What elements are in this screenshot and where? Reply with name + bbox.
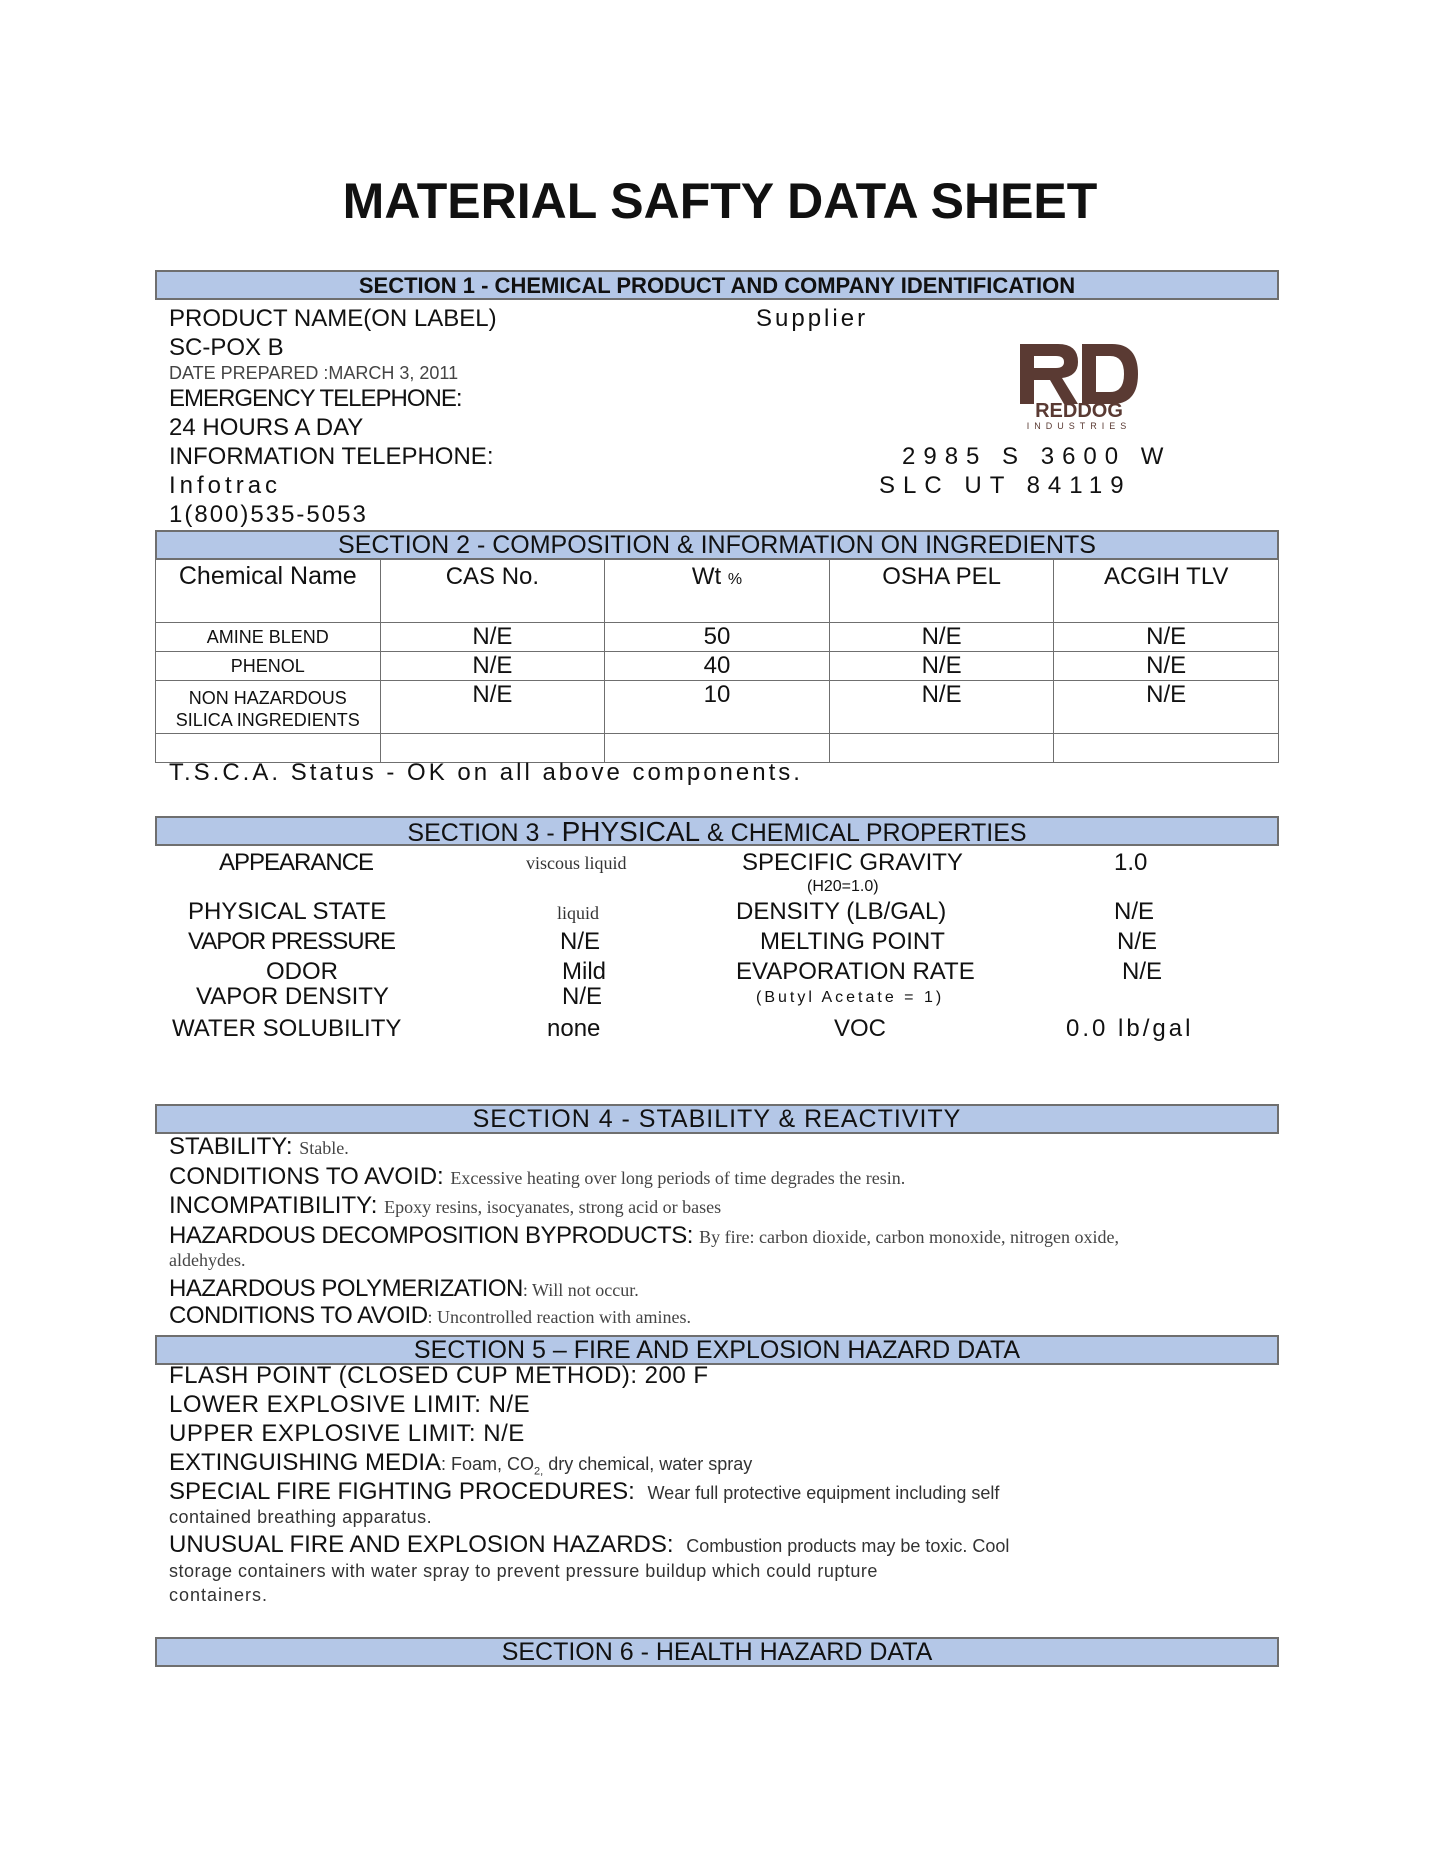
specific-gravity-note: (H20=1.0) (807, 878, 879, 895)
cas-cell: N/E (380, 652, 605, 681)
supplier-label: Supplier (756, 305, 869, 332)
table-row (156, 681, 1279, 734)
osha-cell: N/E (829, 623, 1054, 652)
flash-point: FLASH POINT (CLOSED CUP METHOD): 200 F (169, 1362, 709, 1389)
date-prepared: DATE PREPARED :MARCH 3, 2011 (169, 363, 459, 383)
address-line-1: 2985 S 3600 W (902, 443, 1172, 470)
physical-state-value: liquid (557, 903, 600, 923)
unusual-hazards-continued: storage containers with water spray to prevent pressure buildup which could rupture (169, 1561, 878, 1581)
evaporation-rate-note: (Butyl Acetate = 1) (756, 989, 945, 1006)
column-header: Wt % (605, 560, 830, 623)
info-company: Infotrac (169, 472, 282, 499)
acgih-cell: N/E (1054, 623, 1279, 652)
emergency-hours: 24 HOURS A DAY (169, 414, 364, 441)
appearance-value: viscous liquid (526, 853, 627, 873)
specific-gravity-value: 1.0 (1114, 849, 1148, 876)
address-line-2: SLC UT 84119 (879, 472, 1132, 499)
evaporation-rate-value: N/E (1122, 958, 1163, 985)
tsca-status: T.S.C.A. Status - OK on all above components. (169, 759, 803, 786)
vapor-pressure-value: N/E (560, 928, 601, 955)
odor-label: ODOR (266, 958, 338, 985)
voc-value: 0.0 lb/gal (1066, 1015, 1194, 1042)
density-label: DENSITY (LB/GAL) (736, 898, 947, 925)
chemical-name-cell: NON HAZARDOUS SILICA INGREDIENTS (156, 681, 381, 734)
lower-explosive-limit: LOWER EXPLOSIVE LIMIT: N/E (169, 1391, 531, 1418)
specific-gravity-label: SPECIFIC GRAVITY (742, 849, 963, 876)
cas-cell: N/E (380, 681, 605, 734)
acgih-cell: N/E (1054, 652, 1279, 681)
wt-cell: 40 (605, 652, 830, 681)
column-header: OSHA PEL (829, 560, 1054, 623)
acgih-cell: N/E (1054, 681, 1279, 734)
product-name: SC-POX B (169, 334, 284, 361)
section1-heading: SECTION 1 - CHEMICAL PRODUCT AND COMPANY IDENTIFICATION (155, 270, 1279, 300)
unusual-hazards-line: UNUSUAL FIRE AND EXPLOSION HAZARDS: Combustion products may be toxic. Cool (169, 1531, 1010, 1558)
chemical-name-cell: PHENOL (156, 652, 381, 681)
chemical-name-cell: AMINE BLEND (156, 623, 381, 652)
rd-logo-mark (1016, 342, 1142, 408)
polymerization-line: HAZARDOUS POLYMERIZATION: Will not occur. (169, 1275, 639, 1302)
logo-subtitle: INDUSTRIES (1026, 421, 1132, 431)
reddog-logo (1016, 342, 1142, 431)
document-title: MATERIAL SAFTY DATA SHEET (342, 173, 1098, 229)
appearance-label: APPEARANCE (219, 849, 374, 876)
composition-table (155, 559, 1279, 763)
wt-cell: 50 (605, 623, 830, 652)
special-procedures-continued: contained breathing apparatus. (169, 1507, 433, 1527)
water-solubility-value: none (547, 1015, 601, 1042)
physical-state-label: PHYSICAL STATE (188, 898, 387, 925)
melting-point-value: N/E (1117, 928, 1158, 955)
column-header: CAS No. (380, 560, 605, 623)
extinguishing-media-line: EXTINGUISHING MEDIA: Foam, $CO_{2,}$ dry chemical, water spray (169, 1449, 753, 1478)
melting-point-label: MELTING POINT (760, 928, 945, 955)
unusual-hazards-continued-2: containers. (169, 1585, 269, 1605)
section5-heading: SECTION 5 – FIRE AND EXPLOSION HAZARD DATA (155, 1335, 1279, 1365)
decomposition-line: HAZARDOUS DECOMPOSITION BYPRODUCTS: By fire: carbon dioxide, carbon monoxide, nitrogen oxide, (169, 1222, 1119, 1249)
logo-name: REDDOG (1035, 400, 1123, 422)
osha-cell: N/E (829, 681, 1054, 734)
water-solubility-label: WATER SOLUBILITY (172, 1015, 402, 1042)
table-row (156, 652, 1279, 681)
column-header: ACGIH TLV (1054, 560, 1279, 623)
cas-cell: N/E (380, 623, 605, 652)
decomposition-continued: aldehydes. (169, 1250, 246, 1270)
section4-heading: SECTION 4 - STABILITY & REACTIVITY (155, 1104, 1279, 1134)
stability-line: STABILITY: Stable. (169, 1133, 349, 1160)
table-row (156, 623, 1279, 652)
density-value: N/E (1114, 898, 1155, 925)
osha-cell: N/E (829, 652, 1054, 681)
info-phone: 1(800)535-5053 (169, 501, 368, 528)
conditions-avoid-2-line: CONDITIONS TO AVOID: Uncontrolled reaction with amines. (169, 1302, 691, 1329)
vapor-pressure-label: VAPOR PRESSURE (188, 928, 395, 955)
special-procedures-line: SPECIAL FIRE FIGHTING PROCEDURES: Wear full protective equipment including self (169, 1478, 1000, 1505)
information-telephone-label: INFORMATION TELEPHONE: (169, 443, 494, 470)
section2-heading: SECTION 2 - COMPOSITION & INFORMATION ON INGREDIENTS (155, 530, 1279, 560)
vapor-density-label: VAPOR DENSITY (196, 983, 389, 1010)
vapor-density-value: N/E (562, 983, 603, 1010)
voc-label: VOC (834, 1015, 887, 1042)
odor-value: Mild (562, 958, 607, 985)
product-name-label: PRODUCT NAME(ON LABEL) (169, 305, 497, 332)
wt-cell: 10 (605, 681, 830, 734)
emergency-telephone-label: EMERGENCY TELEPHONE: (169, 385, 462, 412)
evaporation-rate-label: EVAPORATION RATE (736, 958, 975, 985)
section6-heading: SECTION 6 - HEALTH HAZARD DATA (155, 1637, 1279, 1667)
incompatibility-line: INCOMPATIBILITY: Epoxy resins, isocyanates, strong acid or bases (169, 1192, 722, 1219)
table-header-row (156, 560, 1279, 623)
column-header: Chemical Name (156, 560, 381, 623)
conditions-line: CONDITIONS TO AVOID: Excessive heating over long periods of time degrades the resin. (169, 1163, 906, 1190)
upper-explosive-limit: UPPER EXPLOSIVE LIMIT: N/E (169, 1420, 525, 1447)
section3-heading: SECTION 3 - PHYSICAL & CHEMICAL PROPERTIES (155, 816, 1279, 846)
